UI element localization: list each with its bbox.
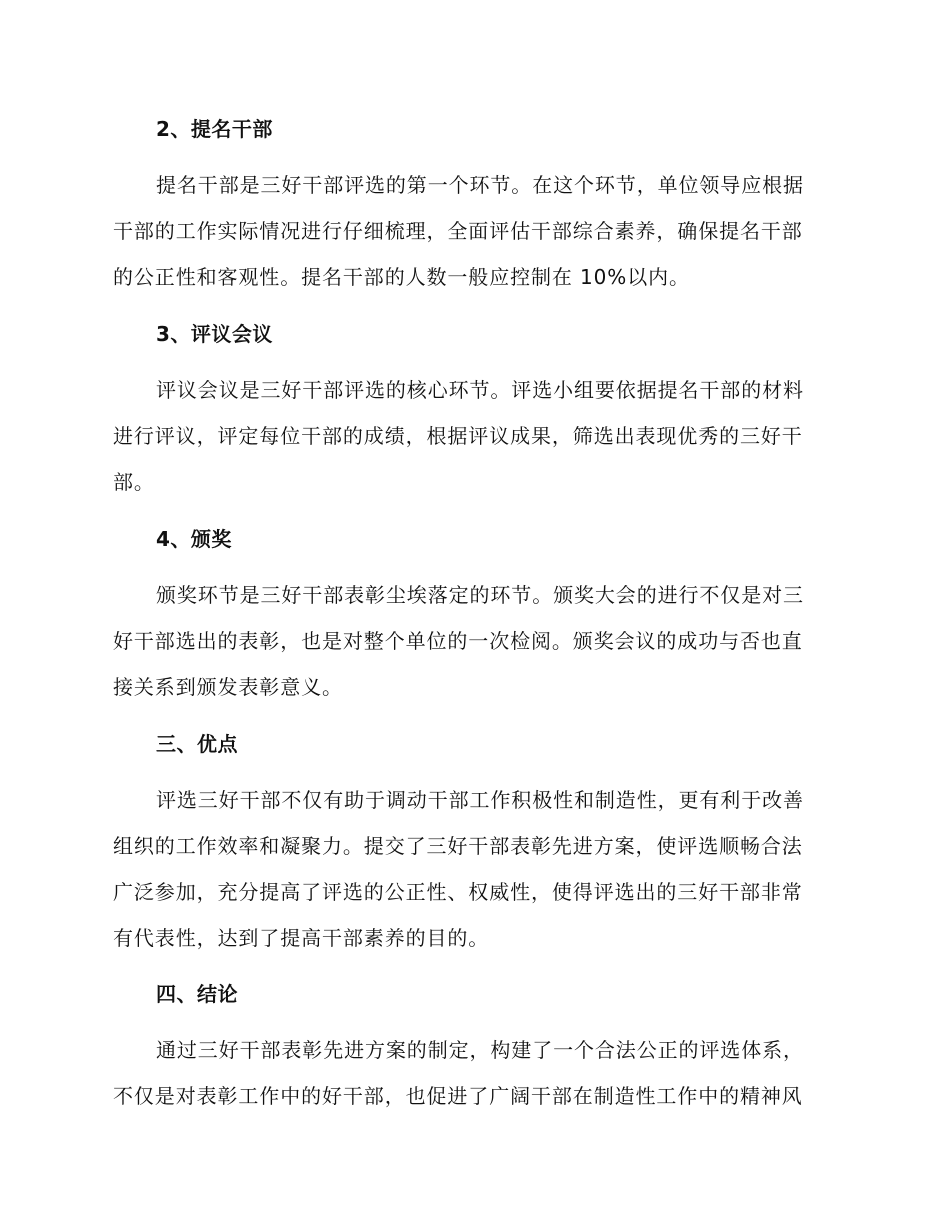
paragraph-line: 不仅是对表彰工作中的好干部，也促进了广阔干部在制造性工作中的精神风 — [113, 1084, 803, 1108]
paragraph-line: 评选三好干部不仅有助于调动干部工作积极性和制造性，更有利于改善 — [156, 788, 804, 812]
paragraph-line: 接关系到颁发表彰意义。 — [113, 675, 343, 699]
paragraph-line: 评议会议是三好干部评选的核心环节。评选小组要依据提名干部的材料 — [156, 378, 804, 402]
paragraph-line: 颁奖环节是三好干部表彰尘埃落定的环节。颁奖大会的进行不仅是对三 — [156, 583, 804, 607]
paragraph-line: 进行评议，评定每位干部的成绩，根据评议成果，筛选出表现优秀的三好干 — [113, 424, 803, 448]
paragraph-review — [113, 367, 833, 505]
paragraph-line: 有代表性，达到了提高干部素养的目的。 — [113, 926, 490, 950]
paragraph-line: 组织的工作效率和凝聚力。提交了三好干部表彰先进方案，使评选顺畅合法 — [113, 834, 803, 858]
paragraph-line: 好干部选出的表彰，也是对整个单位的一次检阅。颁奖会议的成功与否也直 — [113, 629, 803, 653]
section-heading-award: 4、颁奖 — [156, 527, 232, 551]
paragraph-line: 的公正性和客观性。提名干部的人数一般应控制在 10%以内。 — [113, 265, 690, 289]
paragraph-line: 通过三好干部表彰先进方案的制定，构建了一个合法公正的评选体系， — [156, 1038, 804, 1062]
paragraph-award — [113, 572, 833, 710]
section-heading-nominate: 2、提名干部 — [156, 117, 273, 141]
paragraph-advantages — [113, 777, 833, 961]
paragraph-line: 干部的工作实际情况进行仔细梳理，全面评估干部综合素养，确保提名干部 — [113, 219, 803, 243]
paragraph-nominate — [113, 162, 833, 300]
section-heading-conclusion: 四、结论 — [156, 982, 238, 1006]
paragraph-line: 广泛参加，充分提高了评选的公正性、权威性，使得评选出的三好干部非常 — [113, 880, 803, 904]
paragraph-line: 提名干部是三好干部评选的第一个环节。在这个环节，单位领导应根据 — [156, 173, 804, 197]
paragraph-line: 部。 — [113, 470, 155, 494]
section-heading-advantages: 三、优点 — [156, 732, 238, 756]
paragraph-conclusion — [113, 1027, 833, 1119]
section-heading-review: 3、评议会议 — [156, 322, 273, 346]
